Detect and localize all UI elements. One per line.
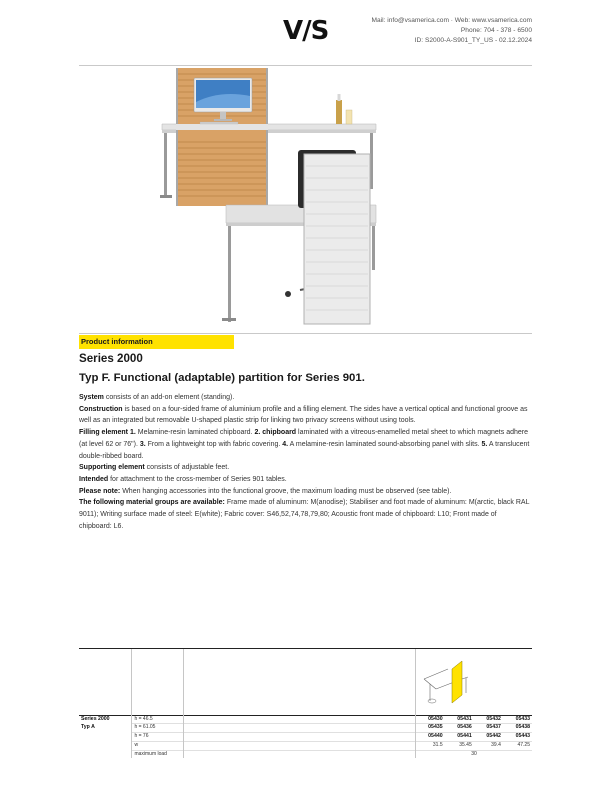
vs-logo: V/S [283,16,329,46]
table-row: h = 76 05440 05441 05442 05443 [79,733,532,742]
image-divider [79,333,532,334]
construction-paragraph: Construction is based on a four-sided frame of aluminium profile and a filling element. The sides have a vertical optical and functional groove as well as an integrated but removable U-shaped plastic strip for linking two privacy screens without using tools. [79,405,528,425]
diagram-cell [415,649,532,716]
document-id: ID: S2000-A-S901_TY_US - 02.12.2024 [414,37,532,44]
product-description [79,392,531,532]
contact-block [372,16,532,46]
series-cell: Series 2000 [79,715,132,724]
contact-phone: Phone: 704 - 378 - 6500 [460,27,532,34]
contact-mail-web: Mail: info@vsamerica.com · Web: www.vsamerica.com [371,17,532,24]
series-title: Series 2000 [79,352,143,365]
filling-paragraph: Filling element 1. Melamine-resin laminated chipboard. 2. chipboard laminated with a vitreous-enamelled metal sheet to which magnets adhere (at level 62 or 76"). 3. From a lightweight top with fabric covering. 4. A melamine-resin laminated sound-absorbing panel with slits. 5. A translucent double-ribbed board. [79,429,530,460]
table-header-row [79,649,532,716]
spec-table [79,648,532,758]
product-illustration [160,66,382,328]
translucent-partition [304,154,370,324]
table-row: Series 2000 h = 46.5 05430 05431 05432 05433 [81,715,530,722]
table-row: maximum load 30 [79,750,532,758]
materials-paragraph: The following material groups are available: Frame made of aluminum: M(anodise); Stabiliser and foot made of aluminum: M(arctic, black RAL 9011); Writing surface made of steel: E(white); Fabric cover: S46,52,74,78,79,80; Acoustic front made of chipboard: L10; Front made of chipboard: L6. [79,499,530,530]
bottle [336,94,352,124]
note-paragraph: Please note: When hanging accessories into the functional groove, the maximum loading must be observed (see table). [79,487,452,495]
product-info-label: Product information [79,335,234,349]
table-row: Typ A h = 61.05 05435 05436 05437 05438 [79,724,532,733]
intended-paragraph: Intended for attachment to the cross-member of Series 901 tables. [79,475,287,483]
partition-diagram [418,649,530,711]
system-paragraph: System consists of an add-on element (standing). [79,394,235,401]
table-row: w 31.5 35.45 39.4 47.25 [79,741,532,750]
supporting-paragraph: Supporting element consists of adjustable feet. [79,464,230,472]
product-subtitle: Typ F. Functional (adaptable) partition for Series 901. [79,372,365,384]
type-cell: Typ A [81,724,95,731]
